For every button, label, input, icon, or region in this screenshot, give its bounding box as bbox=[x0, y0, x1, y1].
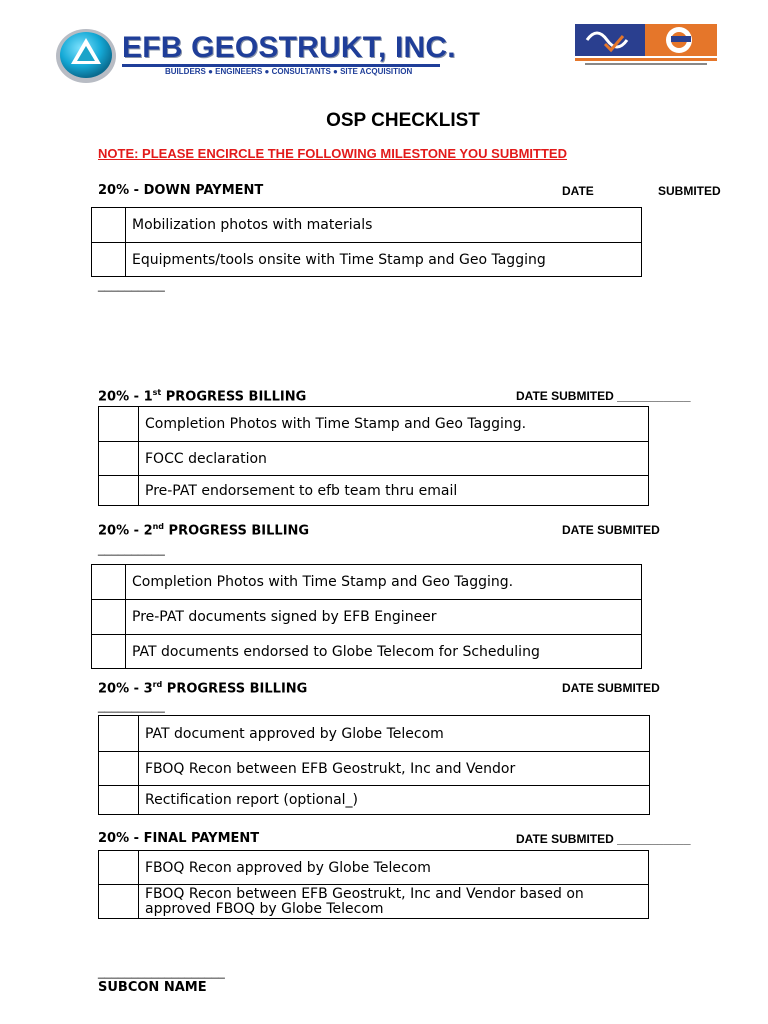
checklist-item: Pre-PAT documents signed by EFB Engineer bbox=[126, 600, 642, 635]
checklist-item: Completion Photos with Time Stamp and Geo Tagging. bbox=[139, 407, 649, 442]
checkbox-cell[interactable] bbox=[92, 208, 126, 243]
section-title-third-billing: 20% - 3rd PROGRESS BILLING bbox=[98, 680, 308, 697]
section-title-final-payment: 20% - FINAL PAYMENT bbox=[98, 831, 260, 846]
checklist-item: Equipments/tools onsite with Time Stamp and Geo Tagging bbox=[126, 243, 642, 277]
date-submitted-label: DATE SUBMITED bbox=[562, 523, 660, 537]
table-row bbox=[92, 635, 642, 669]
company-name: EFB GEOSTRUKT, INC. bbox=[122, 31, 456, 64]
table-row bbox=[92, 565, 642, 600]
subcon-name-label: SUBCON NAME bbox=[98, 980, 207, 995]
table-row bbox=[99, 442, 649, 476]
checklist-item: Completion Photos with Time Stamp and Geo Tagging. bbox=[126, 565, 642, 600]
table-row bbox=[99, 885, 649, 919]
date-blank-line: __________ bbox=[98, 542, 165, 556]
checkbox-cell[interactable] bbox=[99, 786, 139, 815]
certification-logo bbox=[575, 22, 717, 68]
section-title-down-payment: 20% - DOWN PAYMENT bbox=[98, 183, 264, 198]
instruction-note: NOTE: PLEASE ENCIRCLE THE FOLLOWING MILESTONE YOU SUBMITTED bbox=[98, 146, 567, 161]
section-title-first-billing: 20% - 1st PROGRESS BILLING bbox=[98, 388, 307, 405]
date-submitted-label: DATE SUBMITED bbox=[562, 681, 660, 695]
checklist-table-third-billing bbox=[98, 715, 650, 815]
checklist-item: Rectification report (optional_) bbox=[139, 786, 650, 815]
checklist-item: PAT document approved by Globe Telecom bbox=[139, 716, 650, 752]
table-row bbox=[99, 476, 649, 506]
date-submitted-label: DATE SUBMITED ___________ bbox=[516, 389, 691, 403]
date-label: DATE bbox=[562, 184, 594, 198]
date-blank-line: __________ bbox=[98, 278, 165, 292]
checkbox-cell[interactable] bbox=[92, 565, 126, 600]
checklist-item: FBOQ Recon between EFB Geostrukt, Inc and Vendor based on approved FBOQ by Globe Telecom bbox=[139, 885, 649, 919]
checkbox-cell[interactable] bbox=[92, 600, 126, 635]
submitted-label: SUBMITED bbox=[658, 184, 721, 198]
checkbox-cell[interactable] bbox=[99, 752, 139, 786]
table-row bbox=[99, 752, 650, 786]
date-submitted-label: DATE SUBMITED ___________ bbox=[516, 832, 691, 846]
checklist-item: Pre-PAT endorsement to efb team thru email bbox=[139, 476, 649, 506]
checkbox-cell[interactable] bbox=[92, 243, 126, 277]
section-title-second-billing: 20% - 2nd PROGRESS BILLING bbox=[98, 522, 310, 539]
table-row bbox=[99, 716, 650, 752]
date-blank-line: __________ bbox=[98, 699, 165, 713]
checkbox-cell[interactable] bbox=[99, 442, 139, 476]
checkbox-cell[interactable] bbox=[99, 851, 139, 885]
checklist-table-final-payment bbox=[98, 850, 649, 919]
table-row bbox=[99, 786, 650, 815]
checklist-table-down-payment bbox=[91, 207, 642, 277]
checklist-item: FOCC declaration bbox=[139, 442, 649, 476]
checklist-item: PAT documents endorsed to Globe Telecom for Scheduling bbox=[126, 635, 642, 669]
signature-line: ___________________ bbox=[98, 965, 225, 979]
table-row bbox=[92, 243, 642, 277]
checkbox-cell[interactable] bbox=[99, 476, 139, 506]
checklist-item: FBOQ Recon approved by Globe Telecom bbox=[139, 851, 649, 885]
checklist-item: Mobilization photos with materials bbox=[126, 208, 642, 243]
checkbox-cell[interactable] bbox=[99, 407, 139, 442]
table-row bbox=[92, 208, 642, 243]
document-title: OSP CHECKLIST bbox=[326, 110, 480, 131]
table-row bbox=[92, 600, 642, 635]
table-row bbox=[99, 407, 649, 442]
checkbox-cell[interactable] bbox=[99, 716, 139, 752]
checklist-item: FBOQ Recon between EFB Geostrukt, Inc and Vendor bbox=[139, 752, 650, 786]
checkbox-cell[interactable] bbox=[92, 635, 126, 669]
company-logo bbox=[55, 28, 117, 84]
table-row bbox=[99, 851, 649, 885]
checklist-table-first-billing bbox=[98, 406, 649, 506]
company-tagline: BUILDERS ● ENGINEERS ● CONSULTANTS ● SITE ACQUISITION bbox=[165, 67, 413, 76]
checkbox-cell[interactable] bbox=[99, 885, 139, 919]
checklist-table-second-billing bbox=[91, 564, 642, 669]
